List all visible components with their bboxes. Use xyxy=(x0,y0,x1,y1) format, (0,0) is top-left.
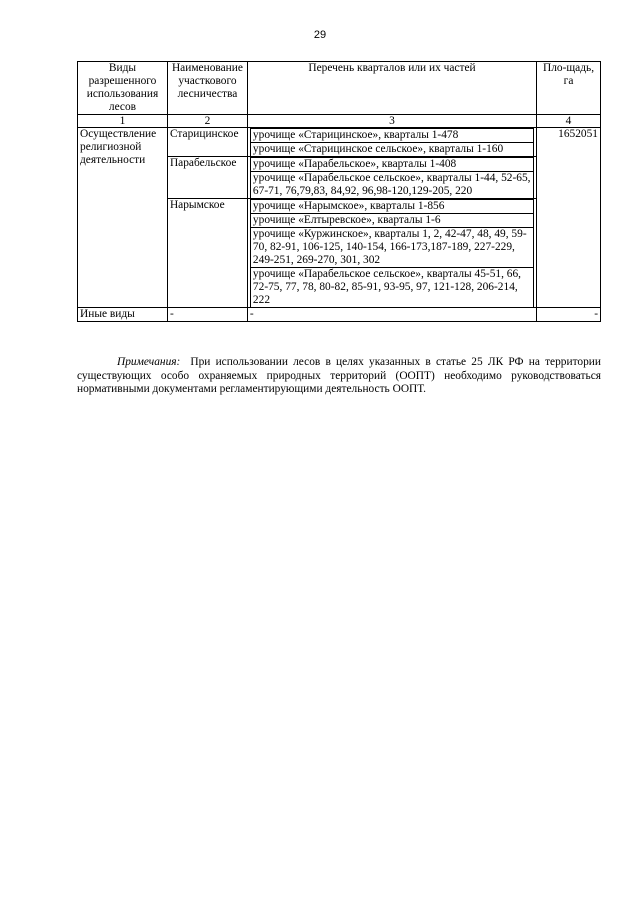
header-area: Пло-щадь, га xyxy=(537,62,601,115)
tract-item: урочище «Нарымское», кварталы 1-856 xyxy=(250,200,533,214)
tract-item: урочище «Старицинское сельское», кварталы 1-160 xyxy=(250,143,533,157)
page-number: 29 xyxy=(313,29,327,41)
use-type-cell: Осуществление религиозной деятельности xyxy=(78,128,168,308)
table-header-row xyxy=(78,62,601,115)
column-number-row xyxy=(78,115,601,128)
column-number: 1 xyxy=(78,115,168,128)
forestry-cell: - xyxy=(167,308,247,322)
area-cell: - xyxy=(537,308,601,322)
tract-item: урочище «Старицинское», кварталы 1-478 xyxy=(250,129,533,143)
tracts-cell xyxy=(247,128,536,157)
header-forestry: Наименование участкового лесничества xyxy=(167,62,247,115)
table-row xyxy=(78,308,601,322)
tract-item: урочище «Куржинское», кварталы 1, 2, 42-47, 48, 49, 59-70, 82-91, 106-125, 140-154, 166-173,187-189, 227-229, 249-251, 269-270, 301, 302 xyxy=(250,228,533,268)
header-quarters: Перечень кварталов или их частей xyxy=(247,62,536,115)
tract-item: урочище «Парабельское сельское», кварталы 1-44, 52-65, 67-71, 76,79,83, 84,92, 96,98-120,129-205, 220 xyxy=(250,172,533,199)
forestry-cell: Нарымское xyxy=(167,199,247,308)
forestry-cell: Старицинское xyxy=(167,128,247,157)
header-use-type: Виды разрешенного использования лесов xyxy=(78,62,168,115)
tracts-cell xyxy=(247,157,536,199)
tracts-cell xyxy=(247,199,536,308)
tract-item: урочище «Елтыревское», кварталы 1-6 xyxy=(250,214,533,228)
tract-item: урочище «Парабельское сельское», кварталы 45-51, 66, 72-75, 77, 78, 80-82, 85-91, 93-95, 97, 121-128, 206-214, 222 xyxy=(250,268,533,308)
column-number: 4 xyxy=(537,115,601,128)
notes-paragraph xyxy=(77,356,601,397)
forest-use-table xyxy=(77,61,601,322)
tracts-cell: - xyxy=(247,308,536,322)
column-number: 2 xyxy=(167,115,247,128)
table-row xyxy=(78,128,601,157)
use-type-cell: Иные виды xyxy=(78,308,168,322)
column-number: 3 xyxy=(247,115,536,128)
tract-item: урочище «Парабельское», кварталы 1-408 xyxy=(250,158,533,172)
forestry-cell: Парабельское xyxy=(167,157,247,199)
notes-label: Примечания: xyxy=(117,356,181,368)
area-cell: 1652051 xyxy=(537,128,601,308)
notes-text: При использовании лесов в целях указанных в статье 25 ЛК РФ на территории существующих особо охраняемых природных территорий (ООПТ) необходимо руководствоваться нормативными документами регламентирующими деятельность ООПТ. xyxy=(77,356,601,395)
